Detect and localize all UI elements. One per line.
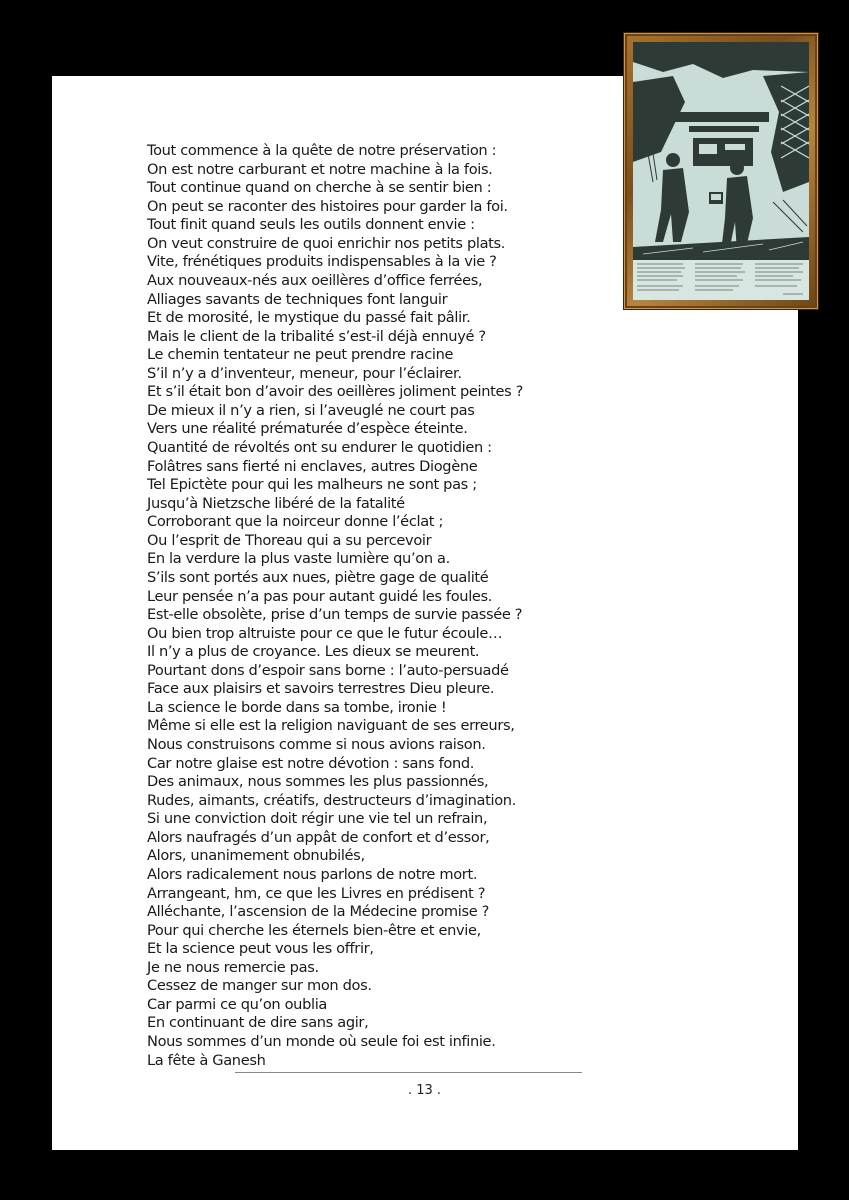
poem-line: Arrangeant, hm, ce que les Livres en prédisent ? xyxy=(147,884,486,902)
poem-line: S’il n’y a d’inventeur, meneur, pour l’éclairer. xyxy=(147,364,462,382)
poem-line: Pour qui cherche les éternels bien-être et envie, xyxy=(147,921,481,939)
poem-line: Je ne nous remercie pas. xyxy=(147,958,319,976)
poem-line: Tel Epictète pour qui les malheurs ne sont pas ; xyxy=(147,476,477,494)
poem-line: Tout continue quand on cherche à se sentir bien : xyxy=(147,179,492,197)
poem-text xyxy=(147,142,617,1070)
poem-line: En la verdure la plus vaste lumière qu’on a. xyxy=(147,550,450,568)
poem-line: Folâtres sans fierté ni enclaves, autres Diogène xyxy=(147,457,478,475)
poem-line: Nous construisons comme si nous avions raison. xyxy=(147,736,486,753)
poem-line: Des animaux, nous sommes les plus passionnés, xyxy=(147,773,489,791)
poem-line: Et la science peut vous les offrir, xyxy=(147,940,374,958)
poem-line: Vite, frénétiques produits indispensables à la vie ? xyxy=(147,253,497,271)
poem-line: Quantité de révoltés ont su endurer le quotidien : xyxy=(147,439,492,456)
poem-line: Aux nouveaux-nés aux oeillères d’office ferrées, xyxy=(147,271,483,289)
poem-line: Leur pensée n’a pas pour autant guidé les foules. xyxy=(147,587,493,605)
poem-line: Alors radicalement nous parlons de notre mort. xyxy=(147,865,478,883)
poem-line: Tout commence à la quête de notre préservation : xyxy=(147,142,497,159)
footer-divider xyxy=(235,1072,582,1073)
page-number: . 13 . xyxy=(407,1083,442,1098)
poem-line: On peut se raconter des histoires pour garder la foi. xyxy=(147,197,508,215)
poem-line: Il n’y a plus de croyance. Les dieux se meurent. xyxy=(147,643,480,661)
poem-line: Ou bien trop altruiste pour ce que le futur écoule… xyxy=(147,624,503,642)
poem-line: En continuant de dire sans agir, xyxy=(147,1014,369,1032)
poem-line: Et de morosité, le mystique du passé fait pâlir. xyxy=(147,309,471,327)
poem-line: On veut construire de quoi enrichir nos petits plats. xyxy=(147,234,506,252)
artwork-illustration xyxy=(633,42,809,260)
poem-line: Le chemin tentateur ne peut prendre racine xyxy=(147,346,454,364)
poem-line: Face aux plaisirs et savoirs terrestres Dieu pleure. xyxy=(147,680,495,698)
poem-line: Alors naufragés d’un appât de confort et d’essor, xyxy=(147,828,490,846)
poem-line: Mais le client de la tribalité s’est-il déjà ennuyé ? xyxy=(147,327,486,345)
poem-line: On est notre carburant et notre machine à la fois. xyxy=(147,160,493,178)
poem-line: Nous sommes d’un monde où seule foi est infinie. xyxy=(147,1033,496,1050)
poem-line: Cessez de manger sur mon dos. xyxy=(147,977,372,995)
poem-line: Tout finit quand seuls les outils donnent envie : xyxy=(147,216,475,234)
poem-line: Si une conviction doit régir une vie tel un refrain, xyxy=(147,810,488,828)
poem-line: La science le borde dans sa tombe, ironie ! xyxy=(147,698,447,716)
poem-line: De mieux il n’y a rien, si l’aveuglé ne court pas xyxy=(147,401,475,419)
poem-line: Alléchante, l’ascension de la Médecine promise ? xyxy=(147,903,490,921)
poem-line: S’ils sont portés aux nues, piètre gage de qualité xyxy=(147,568,489,586)
poem-line: Alors, unanimement obnubilés, xyxy=(147,847,365,865)
poem-line: Car parmi ce qu’on oublia xyxy=(147,995,327,1013)
artwork-print xyxy=(633,42,809,300)
poem-line: La fête à Ganesh xyxy=(147,1051,266,1069)
poem-line: Ou l’esprit de Thoreau qui a su percevoir xyxy=(147,531,432,549)
artwork-caption-text xyxy=(633,260,809,300)
poem-line: Jusqu’à Nietzsche libéré de la fatalité xyxy=(147,494,405,512)
poem-line: Corroborant que la noirceur donne l’éclat ; xyxy=(147,513,444,531)
poem-line: Pourtant dons d’espoir sans borne : l’auto-persuadé xyxy=(147,661,509,679)
framed-artwork xyxy=(623,32,819,310)
poem-line: Vers une réalité prématurée d’espèce éteinte. xyxy=(147,420,468,438)
poem-line: Rudes, aimants, créatifs, destructeurs d’imagination. xyxy=(147,791,516,809)
poem-line: Car notre glaise est notre dévotion : sans fond. xyxy=(147,754,475,772)
poem-line: Même si elle est la religion naviguant de ses erreurs, xyxy=(147,717,515,735)
poem-line: Est-elle obsolète, prise d’un temps de survie passée ? xyxy=(147,606,523,624)
poem-line: Et s’il était bon d’avoir des oeillères joliment peintes ? xyxy=(147,383,524,401)
poem-line: Alliages savants de techniques font languir xyxy=(147,290,448,308)
